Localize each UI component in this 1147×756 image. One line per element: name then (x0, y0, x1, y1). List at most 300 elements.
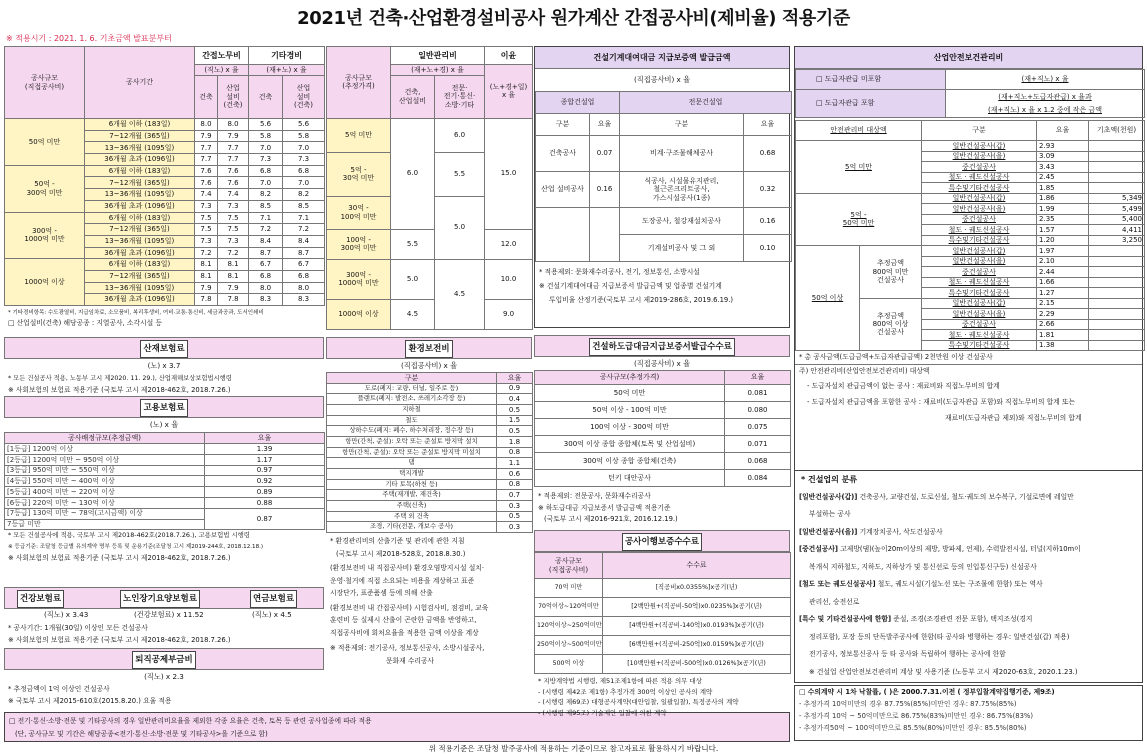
employ-row (5, 465, 325, 476)
labor-rate: 7.7 (218, 142, 249, 154)
bid-header: □ 수의계약 시 1차 낙찰률, ( )은 2000.7.31.이전 ( 정부입찰계약집행기준, 제9조) (799, 688, 1055, 696)
env-type: 주택 외 건축 (327, 511, 497, 522)
safety-base (1089, 277, 1145, 288)
safety-type: 철도 · 궤도신설공사 (922, 330, 1037, 341)
gen-col-build: 건축, 산업설비 (391, 75, 435, 118)
employ-rate: 0.88 (205, 497, 325, 508)
env-rate: 0.8 (497, 447, 533, 458)
employ-rate: 1.17 (205, 454, 325, 465)
employ-col-1: 공사배정규모(추정금액) (5, 433, 205, 444)
safety-type: 특수및기타건설공사 (922, 183, 1037, 194)
safety-base (1089, 330, 1145, 341)
env-col-2: 요율 (497, 373, 533, 384)
safety-rate: 3.43 (1037, 162, 1089, 173)
labor-scale: 50억 미만 (5, 119, 85, 166)
labor-rate: 7.9 (195, 282, 218, 294)
env-note-4: 운영·철거에 직접 소요되는 비용을 계상하고 표준 (330, 576, 475, 585)
health-formula: (직노) x 3.43 (44, 610, 89, 619)
labor-period: 6개월 이하 (183일) (85, 165, 195, 177)
labor-period: 13~36개월 (1095일) (85, 235, 195, 247)
labor-period: 7~12개월 (365일) (85, 177, 195, 189)
machine-formula: (직접공사비) x 율 (633, 75, 691, 84)
profit-1: 15.0 (485, 118, 533, 229)
labor-rate: 8.7 (249, 247, 283, 259)
safety-col-3: 요율 (1037, 121, 1089, 141)
env-rate: 0.8 (497, 479, 533, 490)
labor-period: 7~12개월 (365일) (85, 270, 195, 282)
safety-note-4: - 도급자설치 관급금액을 포함한 공사 : 재료비(도급자관급 포함)와 직접노무비의 합계 또는 (807, 398, 1076, 406)
safety-type: 중건설공사 (922, 214, 1037, 225)
classify-section (794, 471, 1143, 683)
subc-col-2: 요율 (725, 371, 791, 385)
classify-item (795, 629, 1142, 647)
labor-period: 13~36개월 (1095일) (85, 142, 195, 154)
gen-scale-3: 30억 - 100억 미만 (327, 196, 391, 229)
retire-section (4, 648, 324, 710)
safety-col-1: 안전관리비 대상액 (796, 121, 922, 141)
machine-note-3: 투입비율 산정기준(국토부 고시 제2019-286호, 2019.6.19.) (549, 296, 734, 304)
labor-period: 36개월 초과 (1096일) (85, 200, 195, 212)
labor-rate: 7.5 (195, 224, 218, 236)
labor-rate: 8.1 (218, 259, 249, 271)
safety-rate: 1.66 (1037, 277, 1089, 288)
labor-rate: 8.0 (283, 282, 325, 294)
safety-col-4: 기초액(천원) (1089, 121, 1145, 141)
general-section (326, 46, 532, 328)
labor-period: 7~12개월 (365일) (85, 224, 195, 236)
env-rate: 1.1 (497, 458, 533, 469)
employ-row (5, 487, 325, 498)
env-row (327, 447, 533, 458)
profit-4: 12.0 (485, 229, 533, 259)
safety-base: 5,349 (1089, 193, 1145, 204)
subc-note-1: * 적용제외: 전문공사, 문화재수리공사 (538, 492, 651, 500)
machine-note-1: * 적용제외: 문화재수리공사, 전기, 정보통신, 소방시설 (539, 268, 700, 276)
env-type: 주택(재개발, 재건축) (327, 490, 497, 501)
bid-line-1: - 추정가격 10억미만의 경우 87.75%(85%)미만인 경우: 87.75%(85%) (799, 700, 1017, 708)
safety-type: 중건설공사 (922, 319, 1037, 330)
fee-header: 공사이행보증수수료 (622, 533, 702, 551)
safety-rate: 2.15 (1037, 298, 1089, 309)
page-title: 2021년 건축·산업환경설비공사 원가계산 간접공사비(제비율) 적용기준 (297, 8, 850, 29)
gen-other-2: 5.5 (435, 152, 485, 196)
subc-rate: 0.075 (725, 419, 791, 436)
classify-term: [일반건설공사(갑)] (799, 492, 858, 501)
labor-rate: 8.5 (249, 200, 283, 212)
labor-rate: 7.7 (195, 154, 218, 166)
safety-rate: 2.29 (1037, 309, 1089, 320)
env-row (327, 383, 533, 394)
gen-build-6: 4.5 (391, 299, 435, 329)
subc-scale: 턴키 대안공사 (535, 470, 725, 487)
labor-row (5, 259, 325, 271)
classify-desc: 전기공사, 정보통신공사 등 타 공사와 독립하여 행하는 공사에 한함 (809, 650, 1006, 659)
gen-admin-header: 일반관리비 (391, 47, 485, 65)
col-ind-2: 산업 설비 (건축) (283, 75, 325, 118)
labor-rate: 7.6 (218, 177, 249, 189)
other-expense-header: 기타경비 (249, 47, 325, 65)
fee-scale: 250억이상~500억미만 (535, 636, 603, 655)
labor-period: 6개월 이하 (183일) (85, 119, 195, 131)
labor-rate: 7.6 (218, 165, 249, 177)
env-note-7: 훈련비 등 실제시 산출이 곤란한 금액을 반영하고, (330, 616, 477, 625)
env-row (327, 404, 533, 415)
machine-r3-empty2 (590, 208, 620, 262)
safety-rate: 2.10 (1037, 256, 1089, 267)
fee-scale: 500억 이상 (535, 655, 603, 674)
labor-section (4, 46, 324, 336)
industrial-section (4, 337, 324, 395)
employ-grade: [7등급] 130억 미만 ~ 78억(고시금액) 이상 (5, 508, 205, 519)
profit-formula: (노+경+일) x 율 (485, 65, 533, 119)
safety-type: 일반건설공사(을) (922, 204, 1037, 215)
safety-base (1089, 298, 1145, 309)
labor-period: 13~36개월 (1095일) (85, 282, 195, 294)
labor-rate: 6.7 (283, 259, 325, 271)
env-type: 플랜트(폐지: 발전소, 쓰레기소각장 등) (327, 394, 497, 405)
labor-rate: 8.1 (218, 270, 249, 282)
gen-admin-formula: (재+노+경) x 율 (391, 65, 485, 76)
gen-build-4: 5.5 (391, 229, 435, 259)
labor-rate: 7.3 (195, 235, 218, 247)
employ-rate: 1.39 (205, 444, 325, 455)
employ-rate: 0.89 (205, 487, 325, 498)
labor-rate: 8.5 (283, 200, 325, 212)
subc-row (535, 385, 791, 402)
env-type: 주택(신축) (327, 501, 497, 512)
labor-scale: 300억 - 1000억 미만 (5, 212, 85, 259)
env-rate: 0.3 (497, 501, 533, 512)
indirect-labor-formula: (직노) x 율 (195, 65, 249, 76)
subc-scale: 300억 이상 종합 종합체(토목 및 산업설비) (535, 436, 725, 453)
gen-other-1: 6.0 (435, 118, 485, 152)
labor-rate: 7.5 (218, 212, 249, 224)
env-row (327, 479, 533, 490)
safety-base (1089, 256, 1145, 267)
pension-formula: (직노) x 4.5 (252, 610, 292, 619)
subc-table (534, 370, 791, 487)
labor-rate: 8.1 (195, 259, 218, 271)
care-header: 노인장기요양보험료 (120, 590, 200, 608)
classify-item (795, 559, 1142, 577)
machine-r4-rate2: 0.10 (744, 235, 792, 262)
classify-item (795, 646, 1142, 664)
machine-header: 건설기계대여대금 지급보증액 발급금액 (535, 47, 789, 69)
safety-header: 산업안전보건관리비 (795, 47, 1142, 69)
machine-r2-rate: 0.16 (590, 172, 620, 208)
subc-scale: 50억 이상 - 100억 미만 (535, 402, 725, 419)
safety-rate: 1.99 (1037, 204, 1089, 215)
employ-row (5, 497, 325, 508)
fee-scale: 70억이상~120억미만 (535, 598, 603, 617)
safety-type: 철도 · 궤도신설공사 (922, 172, 1037, 183)
employ-note-2: ※ 등급기준: 조달청 등급별 유의계약 명부 등록 및 운용기준(조달청 고시 제2019-244호, 2018.12.18.) (8, 543, 264, 550)
employ-table (4, 432, 325, 530)
safety-type: 철도 · 궤도신설공사 (922, 277, 1037, 288)
safety-type: 특수및기타건설공사 (922, 235, 1037, 246)
safety-base: 5,400 (1089, 214, 1145, 225)
machine-r3-type2: 도장공사, 철강재설치공사 (620, 208, 744, 235)
safety-base (1089, 340, 1145, 351)
health-section (4, 587, 324, 647)
safety-rate: 3.09 (1037, 151, 1089, 162)
labor-rate: 7.0 (283, 177, 325, 189)
labor-rate: 7.3 (195, 200, 218, 212)
labor-rate: 7.3 (283, 154, 325, 166)
labor-rate: 7.6 (195, 165, 218, 177)
subc-note-3: (국토부 고시 제2016-921호, 2016.12.19.) (544, 515, 678, 523)
fee-col-1: 공사규모 (직접공사비) (535, 553, 603, 579)
gen-build-1: 6.0 (391, 118, 435, 229)
fee-scale: 70억 미만 (535, 579, 603, 598)
bid-section (794, 685, 1143, 741)
machine-group-1: 종합건설업 (536, 92, 620, 114)
machine-section (534, 46, 790, 328)
classify-item (795, 664, 1142, 682)
machine-r3-rate2: 0.16 (744, 208, 792, 235)
env-type: 조경, 기타(전문, 개보수 공사) (327, 522, 497, 533)
labor-rate: 7.4 (195, 189, 218, 201)
safety-rate: 1.27 (1037, 288, 1089, 299)
classify-term: [특수 및 기타건설공사에 한함] (799, 615, 892, 624)
machine-group-2: 전문건설업 (620, 92, 792, 114)
general-table (326, 46, 533, 330)
safety-base (1089, 267, 1145, 278)
fee-formula: [4백만원+(직공비-140억)x0.0193%]x공기(년) (603, 617, 791, 636)
env-row (327, 458, 533, 469)
fee-note-3: - (시행령 제69조) 대형공사계약(대안입찰, 일괄입찰), 특정공사의 계약 (538, 698, 739, 706)
employ-note-1: * 모든 건설공사에 적용, 국토부 고시 제2018-462호(2018.7.26.), 고용보험법 시행령 (8, 531, 250, 540)
env-header: 환경보전비 (405, 340, 452, 358)
safety-base (1089, 319, 1145, 330)
employ-grade: [2등급] 1200억 미만 ~ 950억 이상 (5, 454, 205, 465)
env-note-2: (국토부 고시 제2018-528호, 2018.8.30.) (336, 549, 466, 558)
labor-rate: 7.4 (218, 189, 249, 201)
safety-type: 일반건설공사(을) (922, 309, 1037, 320)
employ-row (5, 444, 325, 455)
profit-5: 10.0 (485, 259, 533, 299)
labor-rate: 7.0 (249, 177, 283, 189)
fee-formula: [2백만원+(직공비-50억)x0.0235%]x공기(년) (603, 598, 791, 617)
labor-rate: 7.0 (283, 142, 325, 154)
env-row (327, 426, 533, 437)
labor-rate: 7.2 (283, 224, 325, 236)
labor-rate: 7.9 (195, 130, 218, 142)
subc-scale: 100억 이상 - 300억 미만 (535, 419, 725, 436)
machine-col-4: 요율 (744, 114, 792, 136)
env-note-8: 직접공사비에 회처요율을 적용한 금액 이상을 계상 (330, 628, 479, 637)
env-row (327, 522, 533, 533)
employ-grade: [3등급] 950억 미만 ~ 550억 이상 (5, 465, 205, 476)
labor-rate: 7.1 (249, 212, 283, 224)
env-col-1: 구분 (327, 373, 497, 384)
safety-base: 3,250 (1089, 235, 1145, 246)
safety-type: 특수및기타건설공사 (922, 288, 1037, 299)
fee-row (535, 617, 791, 636)
env-type: 지하철 (327, 404, 497, 415)
machine-r2-type: 산업 설비공사 (536, 172, 590, 208)
labor-rate: 8.2 (283, 189, 325, 201)
env-note-10: 문화재 수리공사 (386, 656, 435, 665)
employ-row (5, 476, 325, 487)
subc-row (535, 419, 791, 436)
machine-r1-rate2: 0.68 (744, 136, 792, 172)
subc-rate: 0.068 (725, 453, 791, 470)
industrial-note-2: ※ 사회보험의 보험료 적용기준 (국토부 고시 제2018-462호, 2018.7.26.) (8, 385, 231, 394)
gen-scale-1: 5억 미만 (327, 118, 391, 152)
safety-type: 철도 · 궤도신설공사 (922, 225, 1037, 236)
labor-row (5, 212, 325, 224)
safety-rate: 2.45 (1037, 172, 1089, 183)
safety-scale-3: 50억 이상 (796, 246, 860, 351)
classify-item (795, 506, 1142, 524)
labor-rate: 5.6 (249, 119, 283, 131)
subc-header: 건설하도급대금지급보증서발급수수료 (589, 338, 735, 356)
labor-rate: 8.0 (218, 119, 249, 131)
employ-band (4, 396, 324, 418)
safety-row (796, 246, 1145, 257)
classify-item (795, 524, 1142, 542)
retire-note-1: * 추정금액이 1억 이상인 건설공사 (8, 685, 110, 693)
labor-rate: 7.9 (218, 282, 249, 294)
safety-scale-2: 5억 - 50억 미만 (796, 193, 922, 246)
safety-note-2: 주) 안전관리비(산업안전보건관리비) 대상액 (795, 364, 1142, 378)
labor-rate: 6.8 (249, 165, 283, 177)
machine-r4-type2: 기계설비공사 및 그 외 (620, 235, 744, 262)
labor-rate: 8.3 (283, 294, 325, 306)
classify-term: [중건설공사] (799, 545, 839, 554)
env-row (327, 501, 533, 512)
env-row (327, 511, 533, 522)
safety-row (796, 141, 1145, 152)
bid-line-2: - 추정가격 10억 ~ 50억미만으로 86.75%(83%)미만인 경우: 86.75%(83%) (799, 712, 1033, 720)
machine-col-2: 요율 (590, 114, 620, 136)
safety-formula-table (795, 69, 1145, 118)
safety-base (1089, 141, 1145, 152)
labor-rate: 7.8 (218, 294, 249, 306)
labor-rate: 8.4 (249, 235, 283, 247)
subc-row (535, 436, 791, 453)
classify-desc: 부설하는 공사 (809, 510, 851, 519)
fee-note-1: * 지방계약법 시행령, 제51조제1항에 따른 적용 의무 대상 (538, 677, 703, 685)
fee-row (535, 598, 791, 617)
retire-header: 퇴직공제부금비 (132, 651, 195, 669)
health-note-2: ※ 사회보험의 보험료 적용기준 (국토부 고시 제2018-462호, 2018.7.26.) (8, 635, 231, 644)
fee-row (535, 579, 791, 598)
classify-desc: 고제방(댐)(높이20m이상의 제방, 방파제, 언제), 수력발전시설, 터널(지하10m이 (840, 545, 1081, 554)
labor-period: 13~36개월 (1095일) (85, 189, 195, 201)
env-row (327, 469, 533, 480)
apply-date-note: ※ 적용시기 : 2021. 1. 6. 기초금액 발표분부터 (6, 34, 172, 43)
labor-rate: 7.1 (283, 212, 325, 224)
classify-term: [일반건설공사(을)] (799, 527, 858, 536)
gen-scale-5: 300억 - 1000억 미만 (327, 259, 391, 299)
employ-grade: [1등급] 1200억 이상 (5, 444, 205, 455)
fee-formula: [6백만원+(직공비-250억)x0.0159%]x공기(년) (603, 636, 791, 655)
env-type: 택지개발 (327, 469, 497, 480)
gen-scale-2: 5억 - 30억 미만 (327, 152, 391, 196)
fee-formula: [10백만원+(직공비-500억)x0.0126%]x공기(년) (603, 655, 791, 674)
labor-rate: 7.0 (249, 142, 283, 154)
labor-rate: 7.2 (218, 247, 249, 259)
labor-rate: 8.4 (283, 235, 325, 247)
subc-formula: (직접공사비) x 율 (633, 359, 691, 368)
safety-formula-2b: (재+직노) x 율 x 1.2 중에 작은 금액 (946, 104, 1145, 118)
safety-type: 일반건설공사(갑) (922, 298, 1037, 309)
employ-rate: 0.92 (205, 476, 325, 487)
gen-col-scale: 공사규모 (추정가격) (327, 47, 391, 119)
safety-note-1: * 총 공사금액(도급금액+도급자관급금액) 2천만원 이상 건설공사 (799, 353, 993, 361)
safety-rate: 1.97 (1037, 246, 1089, 257)
subc-rate: 0.084 (725, 470, 791, 487)
safety-note-3: - 도급자설치 관급금액이 없는 공사 : 재료비와 직접노무비의 합계 (807, 382, 1000, 390)
bid-line-3: - 추정가격50억 ~ 100억미만으로 85.5%(80%)미만인 경우: 85.5%(80%) (799, 724, 1027, 732)
labor-rate: 8.3 (249, 294, 283, 306)
subc-scale: 300억 이상 종합 종합체(건축) (535, 453, 725, 470)
safety-row (796, 193, 1145, 204)
env-rate: 0.7 (497, 490, 533, 501)
employ-grade: [5등급] 400억 미만 ~ 220억 이상 (5, 487, 205, 498)
subc-rate: 0.081 (725, 385, 791, 402)
employ-grade: [4등급] 550억 미만 ~ 400억 이상 (5, 476, 205, 487)
safety-base (1089, 151, 1145, 162)
employ-grade: [6등급] 220억 미만 ~ 130억 이상 (5, 497, 205, 508)
retire-note-2: ※ 국토부 고시 제2015-610호(2015.8.20.) 요율 적용 (8, 696, 172, 705)
safety-type: 특수및기타건설공사 (922, 340, 1037, 351)
env-rate: 0.9 (497, 383, 533, 394)
profit-header: 이윤 (485, 47, 533, 65)
classify-desc: 준설, 조경(조경관련 전문 포함), 택지조성(경지 (893, 615, 1033, 624)
labor-rate: 5.8 (283, 130, 325, 142)
labor-rate: 5.6 (283, 119, 325, 131)
fee-band (534, 530, 790, 552)
labor-rate: 7.3 (218, 235, 249, 247)
subc-rate: 0.071 (725, 436, 791, 453)
gen-scale-4: 100억 - 300억 미만 (327, 229, 391, 259)
env-type: 항만(간척, 준설): 오탁 또는 준설토 방지막 설치 (327, 436, 497, 447)
labor-row (5, 165, 325, 177)
labor-rate: 7.6 (195, 177, 218, 189)
employ-col-2: 요율 (205, 433, 325, 444)
fee-col-2: 수수료 (603, 553, 791, 579)
env-note-9: ※ 적용제외: 전기공사, 정보통신공사, 소방시설공사, (330, 644, 485, 653)
subc-note-2: ※ 하도급대금 지급보증서 발급금액 적용기준 (538, 503, 671, 512)
labor-rate: 8.7 (283, 247, 325, 259)
safety-type: 일반건설공사(을) (922, 256, 1037, 267)
labor-rate: 8.1 (195, 270, 218, 282)
labor-rate: 7.8 (195, 294, 218, 306)
classify-desc: 철도, 궤도시설(기설노선 또는 구조물에 한함) 또는 역사 (877, 580, 1043, 589)
machine-r2-rate2: 0.32 (744, 172, 792, 208)
industrial-header: 산재보험료 (140, 340, 187, 358)
env-row (327, 490, 533, 501)
env-rate: 0.5 (497, 426, 533, 437)
labor-period: 6개월 이하 (183일) (85, 212, 195, 224)
labor-rate: 8.2 (249, 189, 283, 201)
classify-header: * 건설업의 분류 (801, 475, 858, 484)
labor-rate: 5.8 (249, 130, 283, 142)
machine-col-1: 구분 (536, 114, 590, 136)
safety-rate: 1.86 (1037, 193, 1089, 204)
bottom-note-2: (단, 공사규모 및 기간은 해당공종<전기·통신·소방·전문 및 기타공사>을 기준으로 함) (15, 730, 268, 738)
classify-desc: 기계장치공사, 삭도건설공사 (859, 527, 943, 536)
subc-row (535, 453, 791, 470)
safety-table (795, 120, 1145, 351)
col-period: 공사기간 (85, 47, 195, 119)
env-note-6: (환경보전비 내 간접공사비) 시험검사비, 점검비, 교육 (330, 603, 489, 612)
employ-formula: (노) x 율 (149, 420, 179, 429)
employ-rate: 0.97 (205, 465, 325, 476)
